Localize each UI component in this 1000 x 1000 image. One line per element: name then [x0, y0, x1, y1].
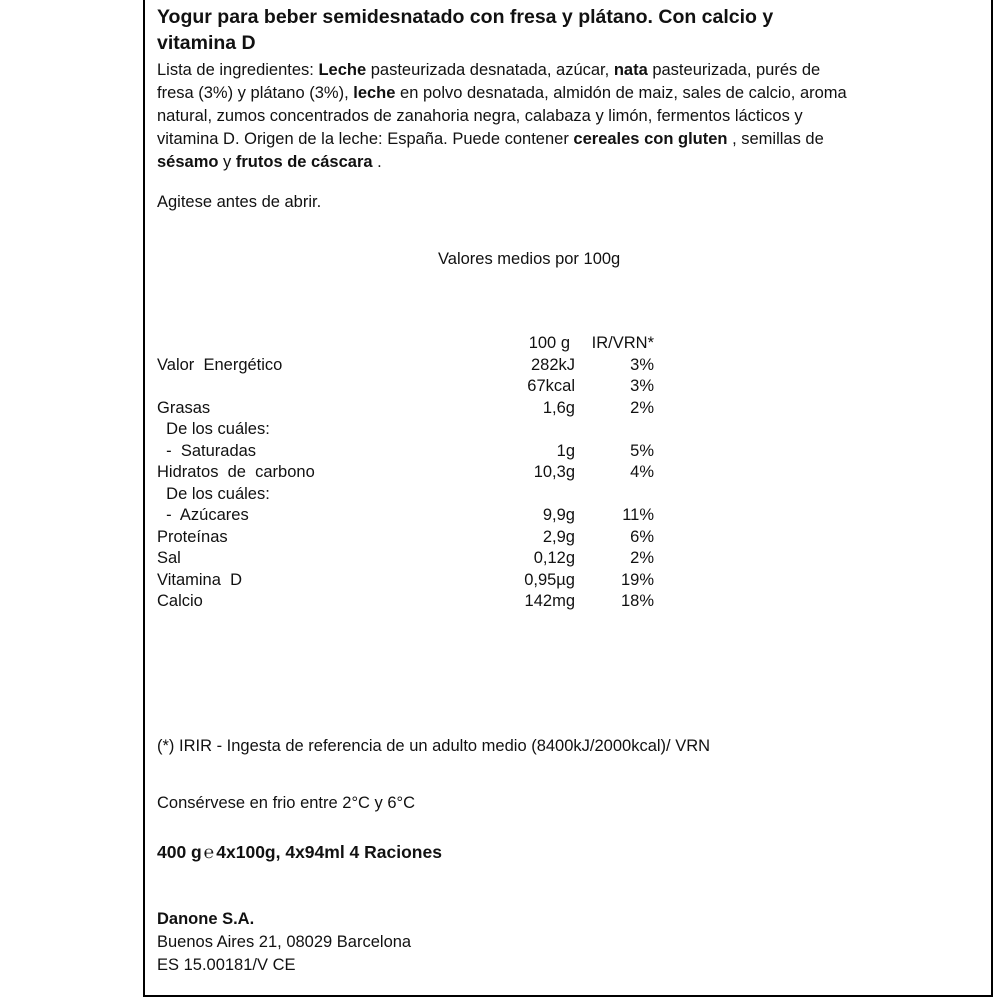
- nutrient-amount: 2,9g: [542, 527, 575, 546]
- ingredient-text: pasteurizada: [647, 61, 747, 79]
- storage-instruction: Consérvese en frio entre 2°C y 6°C: [157, 794, 416, 812]
- pack-details: 4x100g, 4x94ml 4 Raciones: [216, 842, 442, 862]
- company-name: Danone S.A.: [157, 910, 255, 928]
- nutrient-ir-percent: 5%: [630, 441, 654, 460]
- ir-footnote: (*) IRIR - Ingesta de referencia de un adulto medio (8400kJ/2000kcal)/ VRN: [157, 737, 711, 755]
- nutrient-ir-percent: 11%: [622, 506, 654, 524]
- nutrient-label: Proteínas: [157, 527, 228, 546]
- nutrient-ir-percent: 2%: [630, 398, 654, 417]
- company-address: Buenos Aires 21, 08029 Barcelona: [157, 933, 412, 951]
- ingredient-text: , purés de fresa (3%) y plátano (3%),: [157, 61, 821, 102]
- nutrient-ir-percent: 4%: [630, 463, 654, 481]
- nutrient-label: Hidratos de carbono: [157, 463, 315, 481]
- ingredient-highlight: nata: [613, 61, 648, 79]
- column-ir-header: IR/VRN*: [591, 334, 654, 352]
- net-quantity: [157, 840, 442, 864]
- nutrient-ir-percent: 18%: [620, 592, 654, 610]
- ingredients-list: [157, 59, 847, 174]
- ingredient-highlight: leche: [353, 84, 396, 102]
- nutrient-amount: 142mg: [524, 592, 575, 610]
- net-weight: 400 g: [157, 842, 202, 862]
- ingredient-text: en polvo desnatada, almidón de maiz, sales de calcio, aroma natural, zumos concentrados de zanahoria negra, calabaza y limón, fermentos lácticos y vitamina D. Origen de la leche: España. Puede contener: [157, 84, 847, 148]
- nutrient-amount: 282kJ: [530, 355, 575, 374]
- column-amount-header: 100 g: [528, 334, 570, 352]
- nutrient-label: De los cuáles:: [157, 484, 270, 503]
- nutrient-label: Grasas: [157, 398, 211, 417]
- ingredient-highlight: Leche: [318, 61, 367, 79]
- ingredient-highlight: frutos de cáscara: [235, 153, 373, 171]
- nutrition-heading: Valores medios por 100g: [438, 250, 621, 268]
- nutrient-amount: 67kcal: [527, 377, 575, 395]
- nutrient-amount: 0,12g: [533, 549, 575, 567]
- nutrient-label: - Azúcares: [157, 506, 249, 524]
- product-title: Yogur para beber semidesnatado con fresa y plátano. Con calcio y vitamina D: [157, 6, 774, 54]
- nutrient-amount: 10,3g: [533, 463, 575, 481]
- nutrient-ir-percent: 2%: [630, 549, 654, 567]
- ingredient-text: , semillas de: [727, 130, 824, 148]
- nutrient-amount: 9,9g: [542, 506, 575, 524]
- nutrient-label: De los cuáles:: [157, 420, 270, 438]
- ingredient-highlight: cereales con gluten: [573, 130, 728, 148]
- nutrient-ir-percent: 3%: [630, 377, 654, 395]
- manufacturer-block: [157, 908, 411, 977]
- ingredient-highlight: sésamo: [157, 153, 219, 171]
- health-registry: ES 15.00181/V CE: [157, 956, 296, 974]
- nutrient-ir-percent: 6%: [630, 527, 654, 546]
- nutrient-label: - Saturadas: [157, 441, 257, 460]
- estimated-sign-icon: ℮: [203, 842, 215, 862]
- ingredient-text: y: [218, 153, 236, 171]
- nutrient-label: Vitamina D: [157, 570, 242, 589]
- ingredient-text: Lista de ingredientes:: [157, 61, 319, 79]
- ingredient-text: .: [372, 153, 382, 171]
- nutrient-amount: 1,6g: [542, 398, 575, 417]
- nutrient-label: Sal: [157, 549, 181, 567]
- shake-instruction: Agitese antes de abrir.: [157, 193, 322, 211]
- nutrient-amount: 0,95µg: [524, 570, 575, 589]
- nutrient-amount: 1g: [556, 441, 575, 460]
- nutrient-ir-percent: 3%: [630, 355, 654, 374]
- nutrient-label: Calcio: [157, 592, 203, 610]
- ingredient-text: pasteurizada desnatada, azúcar,: [366, 61, 614, 79]
- nutrient-ir-percent: 19%: [620, 570, 654, 589]
- nutrient-label: Valor Energético: [157, 355, 283, 374]
